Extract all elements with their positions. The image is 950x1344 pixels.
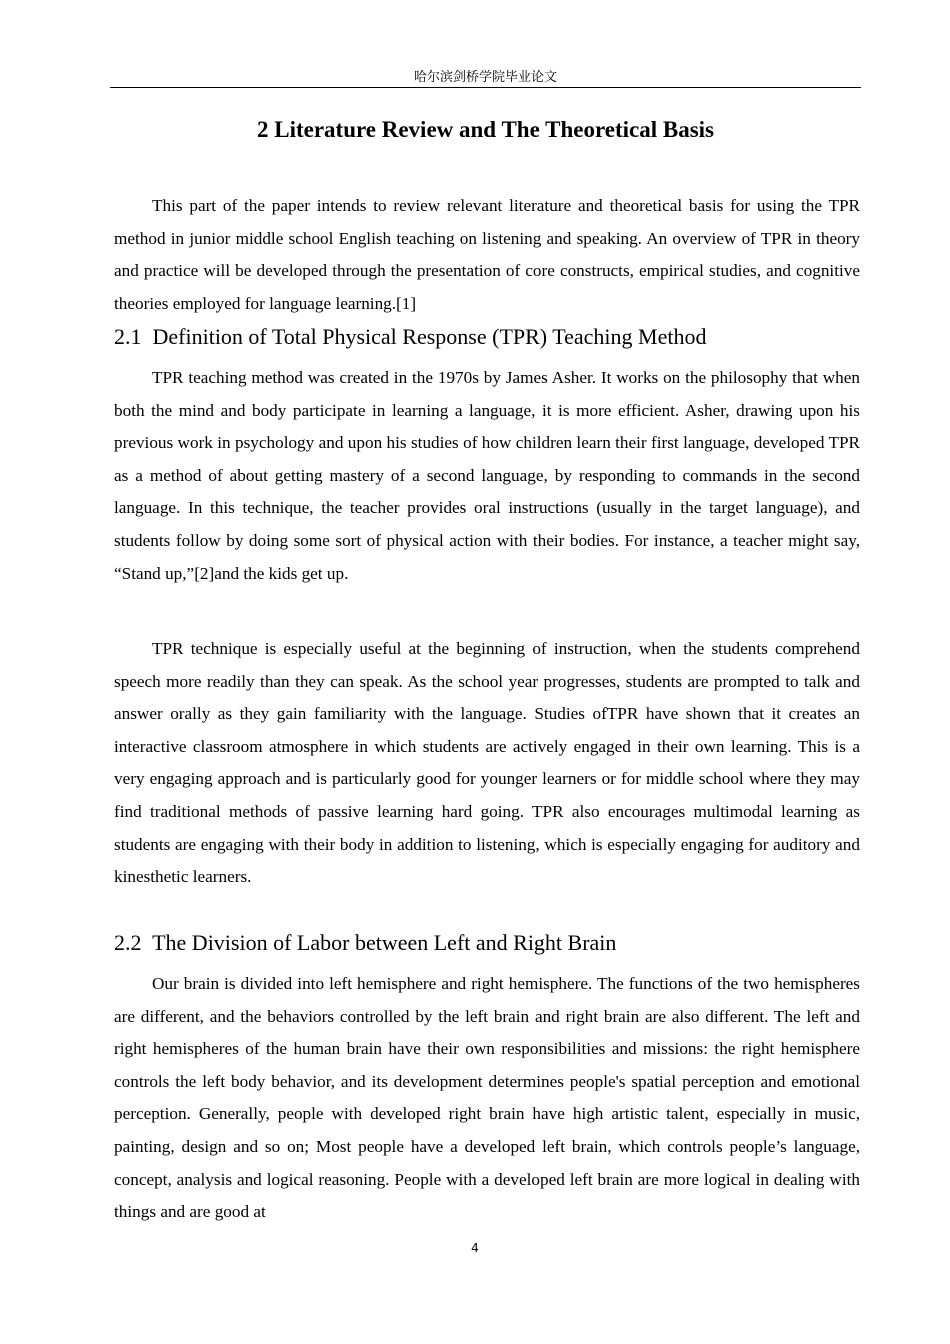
section-2-2-paragraph-1: Our brain is divided into left hemisphere and right hemisphere. The functions of the two hemispheres are different, and the behaviors controlled by the left brain and right brain are also different. The left and right hemispheres of the human brain have their own responsibilities and missions: the right hemisphere controls the left body behavior, and its development determines people's spatial perception and emotional perception. Generally, people with developed right brain have high artistic talent, especially in music, painting, design and so on; Most people have a developed left brain, which controls people’s language, concept, analysis and logical reasoning. People with a developed left brain are more logical in dealing with things and are good at [114, 974, 860, 1222]
section-heading-2-1: 2.1 Definition of Total Physical Response (TPR) Teaching Method [114, 324, 707, 349]
page-number: 4 [471, 1241, 479, 1255]
section-heading-2-2: 2.2 The Division of Labor between Left and Right Brain [114, 930, 617, 955]
chapter-title: 2 Literature Review and The Theoretical Basis [256, 117, 714, 142]
running-header: 哈尔滨剑桥学院毕业论文 [110, 68, 861, 88]
intro-paragraph: This part of the paper intends to review relevant literature and theoretical basis for using the TPR method in junior middle school English teaching on listening and speaking. An overview of TPR in theory and practice will be developed through the presentation of core constructs, empirical studies, and cognitive theories employed for language learning.[1] [114, 196, 860, 313]
section-2-1-paragraph-1: TPR teaching method was created in the 1970s by James Asher. It works on the philosophy that when both the mind and body participate in learning a language, it is more efficient. Asher, drawing upon his previous work in psychology and upon his studies of how children learn their first language, developed TPR as a method of about getting mastery of a second language, by responding to commands in the second language. In this technique, the teacher provides oral instructions (usually in the target language), and students follow by doing some sort of physical action with their bodies. For instance, a teacher might say, “Stand up,”[2]and the kids get up. [114, 368, 860, 583]
section-2-1-paragraph-2: TPR technique is especially useful at the beginning of instruction, when the students comprehend speech more readily than they can speak. As the school year progresses, students are prompted to talk and answer orally as they gain familiarity with the language. Studies ofTPR have shown that it creates an interactive classroom atmosphere in which students are actively engaged in their own learning. This is a very engaging approach and is particularly good for younger learners or for middle school where they may find traditional methods of passive learning hard going. TPR also encourages multimodal learning as students are engaging with their body in addition to listening, which is especially engaging for auditory and kinesthetic learners. [114, 639, 860, 887]
